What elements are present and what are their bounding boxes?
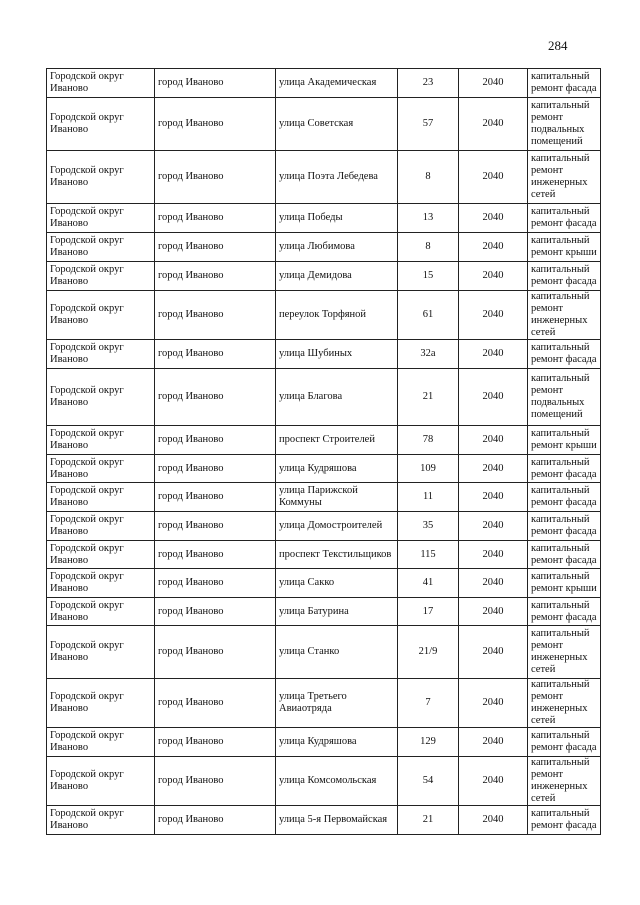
year-cell: 2040 (459, 806, 528, 835)
house-number-cell: 21 (398, 806, 459, 835)
table-row (47, 483, 601, 512)
work-type-cell: капитальный ремонт крыши (528, 233, 601, 262)
table-row (47, 291, 601, 340)
street-cell: проспект Строителей (276, 426, 398, 455)
work-type-cell: капитальный ремонт фасада (528, 455, 601, 483)
house-number-cell: 41 (398, 569, 459, 598)
table-row (47, 728, 601, 757)
table-row (47, 426, 601, 455)
city-cell: город Иваново (155, 340, 276, 369)
street-cell: улица Академическая (276, 69, 398, 98)
city-cell: город Иваново (155, 728, 276, 757)
city-cell: город Иваново (155, 369, 276, 426)
house-number-cell: 7 (398, 679, 459, 728)
table-row (47, 233, 601, 262)
work-type-cell: капитальный ремонт инженерных сетей (528, 151, 601, 204)
house-number-cell: 54 (398, 757, 459, 806)
street-cell: улица Батурина (276, 598, 398, 626)
work-type-cell: капитальный ремонт фасада (528, 806, 601, 835)
district-cell: Городской округ Иваново (47, 757, 155, 806)
year-cell: 2040 (459, 455, 528, 483)
street-cell: улица Домостроителей (276, 512, 398, 541)
city-cell: город Иваново (155, 541, 276, 569)
house-number-cell: 32а (398, 340, 459, 369)
district-cell: Городской округ Иваново (47, 483, 155, 512)
district-cell: Городской округ Иваново (47, 626, 155, 679)
street-cell: улица Шубиных (276, 340, 398, 369)
table-row (47, 757, 601, 806)
district-cell: Городской округ Иваново (47, 291, 155, 340)
city-cell: город Иваново (155, 98, 276, 151)
table-body (47, 69, 601, 835)
house-number-cell: 57 (398, 98, 459, 151)
district-cell: Городской округ Иваново (47, 233, 155, 262)
city-cell: город Иваново (155, 233, 276, 262)
house-number-cell: 17 (398, 598, 459, 626)
table-row (47, 626, 601, 679)
district-cell: Городской округ Иваново (47, 679, 155, 728)
street-cell: улица Третьего Авиаотряда (276, 679, 398, 728)
house-number-cell: 109 (398, 455, 459, 483)
house-number-cell: 21/9 (398, 626, 459, 679)
house-number-cell: 8 (398, 151, 459, 204)
work-type-cell: капитальный ремонт фасада (528, 541, 601, 569)
work-type-cell: капитальный ремонт фасада (528, 483, 601, 512)
table-row (47, 679, 601, 728)
district-cell: Городской округ Иваново (47, 512, 155, 541)
district-cell: Городской округ Иваново (47, 541, 155, 569)
house-number-cell: 78 (398, 426, 459, 455)
year-cell: 2040 (459, 598, 528, 626)
year-cell: 2040 (459, 679, 528, 728)
house-number-cell: 35 (398, 512, 459, 541)
year-cell: 2040 (459, 483, 528, 512)
year-cell: 2040 (459, 426, 528, 455)
district-cell: Городской округ Иваново (47, 340, 155, 369)
city-cell: город Иваново (155, 598, 276, 626)
year-cell: 2040 (459, 262, 528, 291)
city-cell: город Иваново (155, 204, 276, 233)
street-cell: улица Кудряшова (276, 728, 398, 757)
year-cell: 2040 (459, 569, 528, 598)
table-row (47, 541, 601, 569)
year-cell: 2040 (459, 626, 528, 679)
house-number-cell: 129 (398, 728, 459, 757)
street-cell: улица Парижской Коммуны (276, 483, 398, 512)
district-cell: Городской округ Иваново (47, 598, 155, 626)
city-cell: город Иваново (155, 679, 276, 728)
district-cell: Городской округ Иваново (47, 98, 155, 151)
district-cell: Городской округ Иваново (47, 569, 155, 598)
house-number-cell: 15 (398, 262, 459, 291)
table-row (47, 204, 601, 233)
year-cell: 2040 (459, 541, 528, 569)
district-cell: Городской округ Иваново (47, 455, 155, 483)
work-type-cell: капитальный ремонт фасада (528, 204, 601, 233)
house-number-cell: 11 (398, 483, 459, 512)
table-row (47, 151, 601, 204)
district-cell: Городской округ Иваново (47, 369, 155, 426)
table-row (47, 455, 601, 483)
district-cell: Городской округ Иваново (47, 262, 155, 291)
page-number: 284 (548, 38, 568, 53)
house-number-cell: 61 (398, 291, 459, 340)
work-type-cell: капитальный ремонт инженерных сетей (528, 626, 601, 679)
street-cell: улица Кудряшова (276, 455, 398, 483)
city-cell: город Иваново (155, 151, 276, 204)
street-cell: проспект Текстильщиков (276, 541, 398, 569)
table-row (47, 69, 601, 98)
district-cell: Городской округ Иваново (47, 806, 155, 835)
city-cell: город Иваново (155, 512, 276, 541)
work-type-cell: капитальный ремонт фасада (528, 340, 601, 369)
table-row (47, 262, 601, 291)
house-number-cell: 13 (398, 204, 459, 233)
table-row (47, 569, 601, 598)
district-cell: Городской округ Иваново (47, 204, 155, 233)
year-cell: 2040 (459, 728, 528, 757)
work-type-cell: капитальный ремонт крыши (528, 426, 601, 455)
district-cell: Городской округ Иваново (47, 728, 155, 757)
street-cell: улица Победы (276, 204, 398, 233)
year-cell: 2040 (459, 233, 528, 262)
house-number-cell: 23 (398, 69, 459, 98)
city-cell: город Иваново (155, 757, 276, 806)
work-type-cell: капитальный ремонт подвальных помещений (528, 98, 601, 151)
work-type-cell: капитальный ремонт фасада (528, 728, 601, 757)
house-number-cell: 115 (398, 541, 459, 569)
street-cell: улица Станко (276, 626, 398, 679)
year-cell: 2040 (459, 340, 528, 369)
city-cell: город Иваново (155, 806, 276, 835)
city-cell: город Иваново (155, 569, 276, 598)
work-type-cell: капитальный ремонт фасада (528, 598, 601, 626)
year-cell: 2040 (459, 204, 528, 233)
year-cell: 2040 (459, 98, 528, 151)
work-type-cell: капитальный ремонт фасада (528, 512, 601, 541)
city-cell: город Иваново (155, 626, 276, 679)
street-cell: улица Сакко (276, 569, 398, 598)
city-cell: город Иваново (155, 483, 276, 512)
street-cell: улица Советская (276, 98, 398, 151)
street-cell: улица Поэта Лебедева (276, 151, 398, 204)
year-cell: 2040 (459, 757, 528, 806)
table-row (47, 806, 601, 835)
table-row (47, 98, 601, 151)
city-cell: город Иваново (155, 262, 276, 291)
house-number-cell: 21 (398, 369, 459, 426)
city-cell: город Иваново (155, 69, 276, 98)
district-cell: Городской округ Иваново (47, 69, 155, 98)
table-row (47, 512, 601, 541)
house-number-cell: 8 (398, 233, 459, 262)
street-cell: улица Благова (276, 369, 398, 426)
street-cell: улица 5-я Первомайская (276, 806, 398, 835)
year-cell: 2040 (459, 151, 528, 204)
table-row (47, 369, 601, 426)
street-cell: улица Комсомольская (276, 757, 398, 806)
city-cell: город Иваново (155, 455, 276, 483)
table-row (47, 340, 601, 369)
street-cell: улица Демидова (276, 262, 398, 291)
work-type-cell: капитальный ремонт инженерных сетей (528, 291, 601, 340)
table-row (47, 598, 601, 626)
work-type-cell: капитальный ремонт подвальных помещений (528, 369, 601, 426)
work-type-cell: капитальный ремонт инженерных сетей (528, 757, 601, 806)
city-cell: город Иваново (155, 426, 276, 455)
district-cell: Городской округ Иваново (47, 426, 155, 455)
work-type-cell: капитальный ремонт фасада (528, 69, 601, 98)
year-cell: 2040 (459, 369, 528, 426)
district-cell: Городской округ Иваново (47, 151, 155, 204)
work-type-cell: капитальный ремонт фасада (528, 262, 601, 291)
year-cell: 2040 (459, 512, 528, 541)
street-cell: переулок Торфяной (276, 291, 398, 340)
work-type-cell: капитальный ремонт инженерных сетей (528, 679, 601, 728)
repair-schedule-table (46, 68, 601, 835)
work-type-cell: капитальный ремонт крыши (528, 569, 601, 598)
city-cell: город Иваново (155, 291, 276, 340)
year-cell: 2040 (459, 69, 528, 98)
year-cell: 2040 (459, 291, 528, 340)
street-cell: улица Любимова (276, 233, 398, 262)
